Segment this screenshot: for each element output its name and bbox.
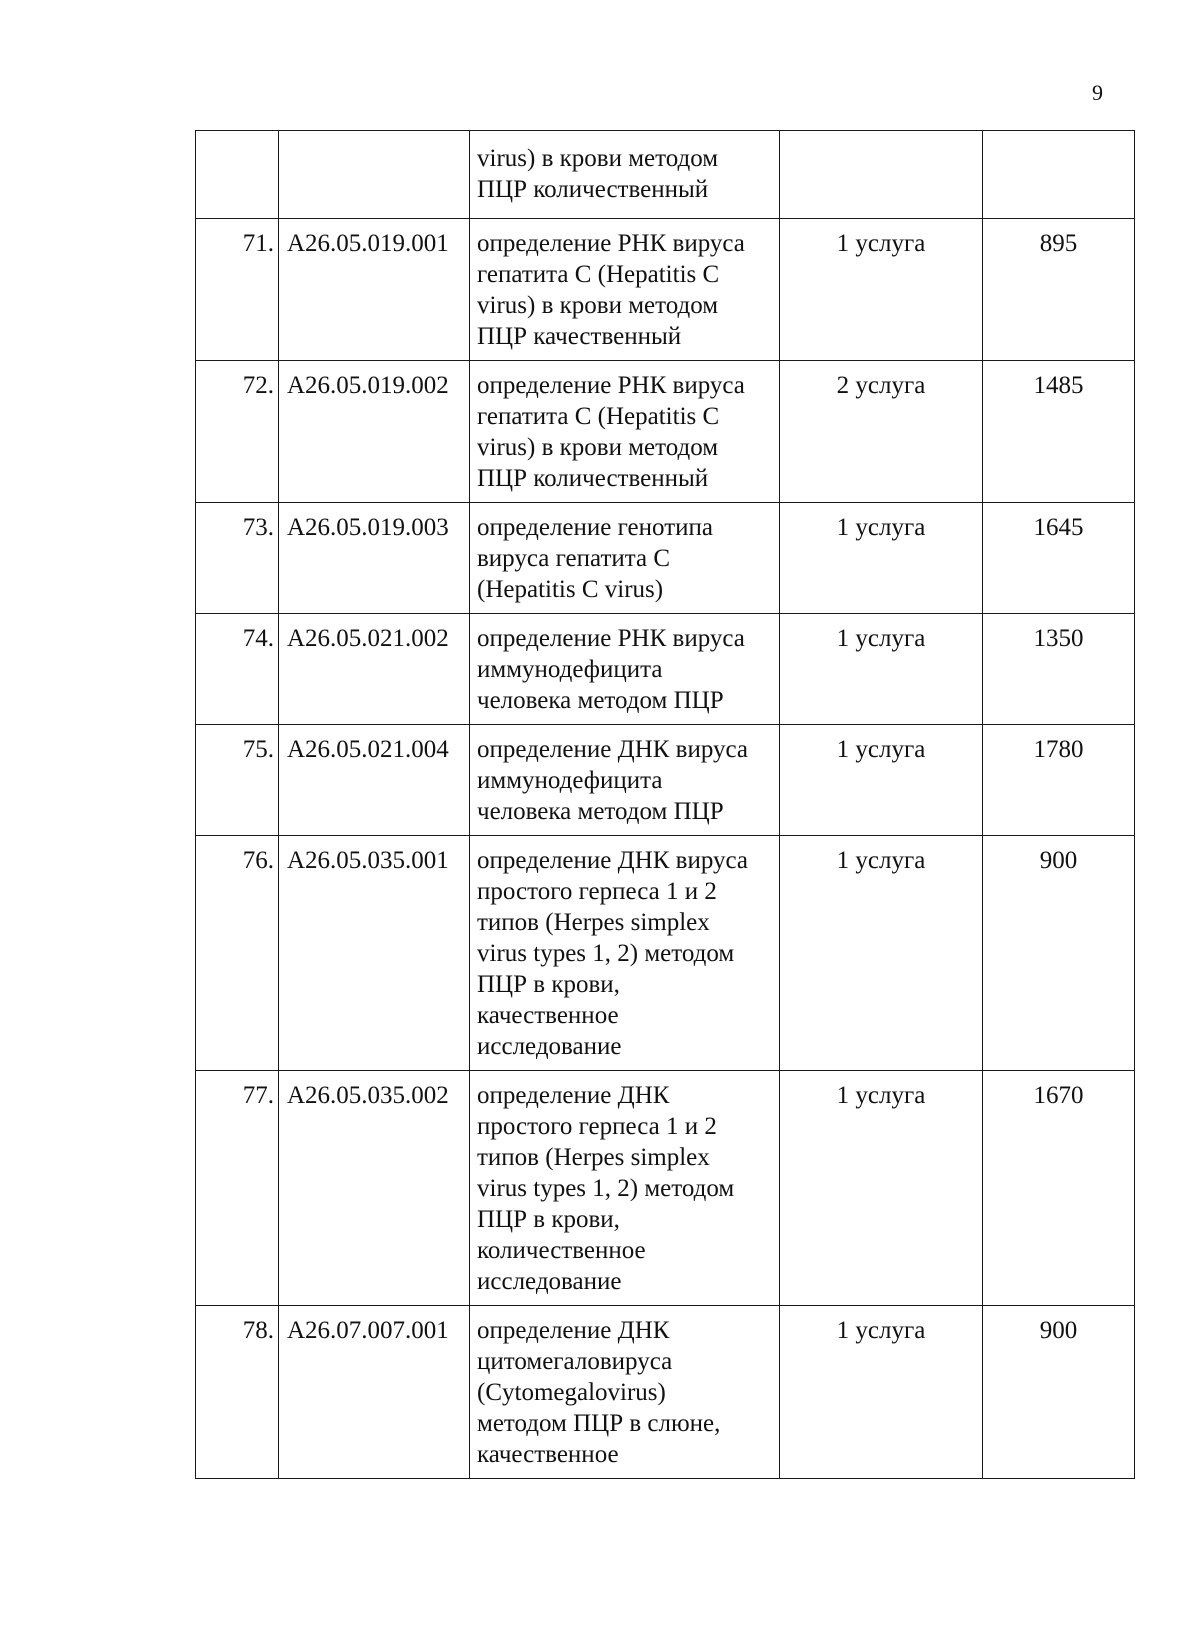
unit-cell: 1 услуга bbox=[780, 1071, 983, 1306]
service-code-cell bbox=[279, 131, 470, 219]
service-name-line: ПЦР в крови, bbox=[477, 971, 620, 998]
service-name-line: virus) в крови методом bbox=[477, 434, 719, 461]
service-name-line: простого герпеса 1 и 2 bbox=[477, 878, 717, 905]
unit-cell bbox=[780, 131, 983, 219]
service-name-line: исследование bbox=[477, 1268, 622, 1295]
row-number-cell: 77. bbox=[196, 1071, 279, 1306]
service-name-cell bbox=[470, 1306, 780, 1479]
price-cell: 900 bbox=[983, 1306, 1135, 1479]
unit-cell: 1 услуга bbox=[780, 614, 983, 725]
table-row bbox=[196, 836, 1135, 1071]
price-cell: 1780 bbox=[983, 725, 1135, 836]
price-cell: 1645 bbox=[983, 503, 1135, 614]
service-name-line: качественное bbox=[477, 1002, 619, 1029]
table-row bbox=[196, 219, 1135, 361]
table-row-continued bbox=[196, 131, 1135, 219]
unit-cell: 2 услуга bbox=[780, 361, 983, 503]
service-name-line: (Hepatitis С virus) bbox=[477, 576, 664, 603]
service-name-line: ПЦР качественный bbox=[477, 323, 682, 350]
service-name-cell bbox=[470, 361, 780, 503]
service-name-line: типов (Herpes simplex bbox=[477, 909, 710, 936]
page-number: 9 bbox=[1092, 80, 1103, 105]
service-code-cell: A26.05.019.001 bbox=[279, 219, 470, 361]
service-code-cell: A26.05.019.002 bbox=[279, 361, 470, 503]
service-name-line: простого герпеса 1 и 2 bbox=[477, 1113, 717, 1140]
row-number-cell: 76. bbox=[196, 836, 279, 1071]
service-code-cell: A26.05.019.003 bbox=[279, 503, 470, 614]
service-name-line: ПЦР количественный bbox=[477, 176, 709, 203]
service-name-line: virus) в крови методом bbox=[477, 292, 719, 319]
service-name-line: гепатита С (Hepatitis С bbox=[477, 403, 720, 430]
service-name-line: (Cytomegalovirus) bbox=[477, 1379, 666, 1406]
row-number-cell: 75. bbox=[196, 725, 279, 836]
price-cell: 900 bbox=[983, 836, 1135, 1071]
row-number-cell: 78. bbox=[196, 1306, 279, 1479]
service-name-cell bbox=[470, 219, 780, 361]
unit-cell: 1 услуга bbox=[780, 1306, 983, 1479]
service-code-cell: A26.05.035.001 bbox=[279, 836, 470, 1071]
service-name-line: определение ДНК bbox=[477, 1082, 670, 1109]
service-name-line: определение РНК вируса bbox=[477, 230, 745, 257]
unit-cell: 1 услуга bbox=[780, 503, 983, 614]
service-name-line: определение генотипа bbox=[477, 514, 713, 541]
price-cell: 1670 bbox=[983, 1071, 1135, 1306]
row-number-cell bbox=[196, 131, 279, 219]
service-name-line: определение ДНК вируса bbox=[477, 847, 749, 874]
service-name-line: методом ПЦР в слюне, bbox=[477, 1410, 721, 1437]
service-name-line: цитомегаловируса bbox=[477, 1348, 673, 1375]
service-name-line: гепатита С (Hepatitis С bbox=[477, 261, 720, 288]
service-name-line: virus) в крови методом bbox=[477, 145, 719, 172]
price-table bbox=[195, 130, 1135, 1479]
service-code-cell: A26.05.021.004 bbox=[279, 725, 470, 836]
service-name-cell bbox=[470, 614, 780, 725]
price-cell bbox=[983, 131, 1135, 219]
service-name-line: вируса гепатита С bbox=[477, 545, 671, 572]
service-name-line: количественное bbox=[477, 1237, 646, 1264]
service-name-line: исследование bbox=[477, 1033, 622, 1060]
price-cell: 1350 bbox=[983, 614, 1135, 725]
table-row bbox=[196, 361, 1135, 503]
table-body bbox=[196, 131, 1135, 1479]
service-name-line: определение ДНК bbox=[477, 1317, 670, 1344]
table-row bbox=[196, 725, 1135, 836]
service-name-line: иммунодефицита bbox=[477, 656, 663, 683]
service-name-line: иммунодефицита bbox=[477, 767, 663, 794]
service-name-cell bbox=[470, 131, 780, 219]
service-name-cell bbox=[470, 503, 780, 614]
service-name-cell bbox=[470, 1071, 780, 1306]
row-number-cell: 71. bbox=[196, 219, 279, 361]
table-row bbox=[196, 1071, 1135, 1306]
unit-cell: 1 услуга bbox=[780, 836, 983, 1071]
service-name-line: virus types 1, 2) методом bbox=[477, 1175, 735, 1202]
unit-cell: 1 услуга bbox=[780, 725, 983, 836]
service-name-line: определение РНК вируса bbox=[477, 372, 745, 399]
service-name-line: определение РНК вируса bbox=[477, 625, 745, 652]
service-name-line: определение ДНК вируса bbox=[477, 736, 749, 763]
service-name-line: virus types 1, 2) методом bbox=[477, 940, 735, 967]
table-row bbox=[196, 503, 1135, 614]
service-name-line: ПЦР количественный bbox=[477, 465, 709, 492]
price-cell: 895 bbox=[983, 219, 1135, 361]
table-row bbox=[196, 1306, 1135, 1479]
row-number-cell: 72. bbox=[196, 361, 279, 503]
service-name-cell bbox=[470, 836, 780, 1071]
service-name-line: ПЦР в крови, bbox=[477, 1206, 620, 1233]
service-code-cell: A26.05.035.002 bbox=[279, 1071, 470, 1306]
table-row bbox=[196, 614, 1135, 725]
service-code-cell: A26.05.021.002 bbox=[279, 614, 470, 725]
price-cell: 1485 bbox=[983, 361, 1135, 503]
service-name-line: типов (Herpes simplex bbox=[477, 1144, 710, 1171]
service-name-cell bbox=[470, 725, 780, 836]
service-code-cell: A26.07.007.001 bbox=[279, 1306, 470, 1479]
row-number-cell: 74. bbox=[196, 614, 279, 725]
service-name-line: человека методом ПЦР bbox=[477, 798, 724, 825]
unit-cell: 1 услуга bbox=[780, 219, 983, 361]
service-name-line: качественное bbox=[477, 1441, 619, 1468]
service-name-line: человека методом ПЦР bbox=[477, 687, 724, 714]
row-number-cell: 73. bbox=[196, 503, 279, 614]
